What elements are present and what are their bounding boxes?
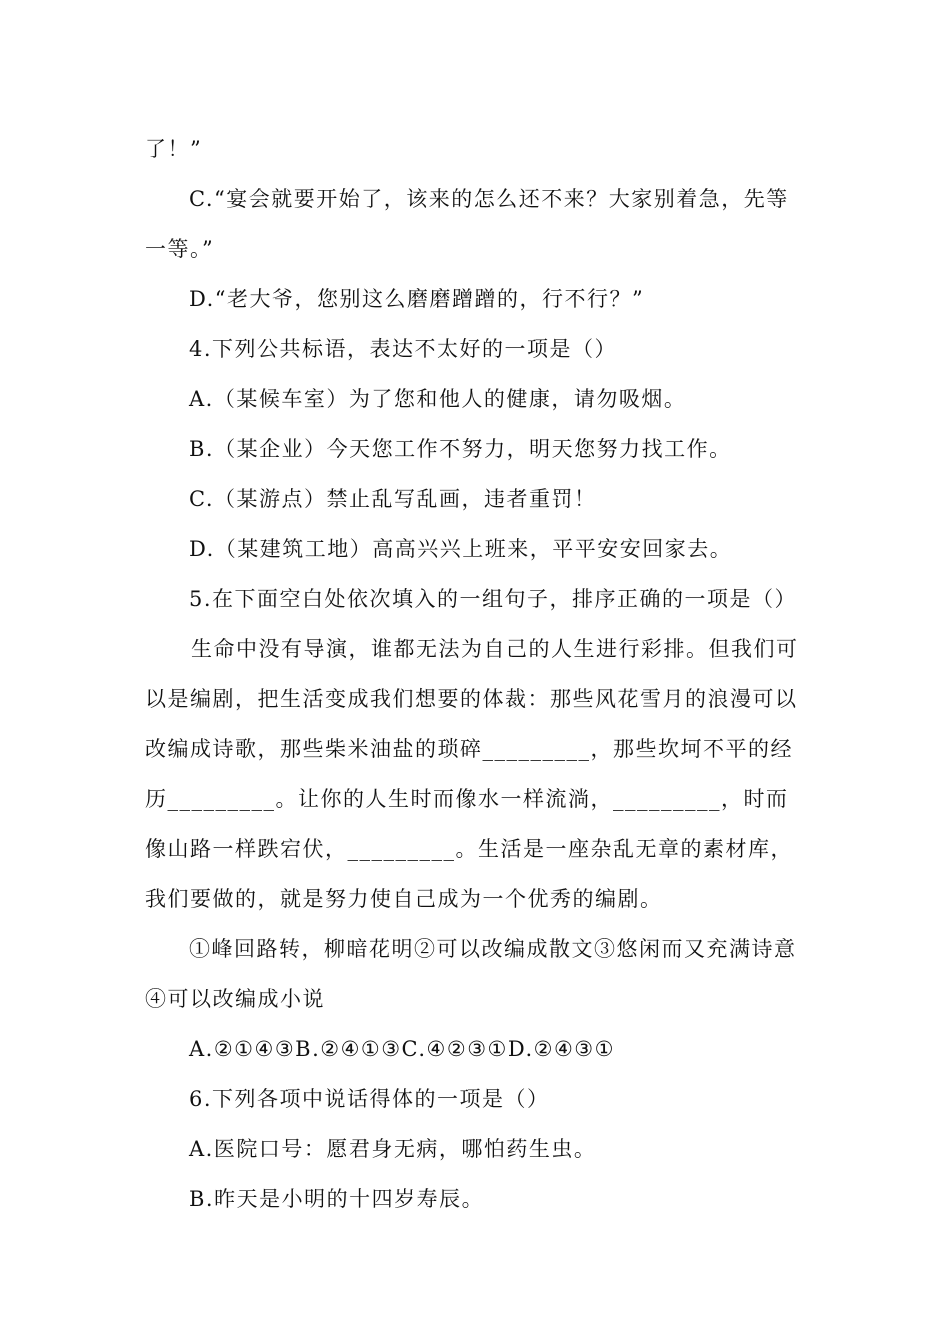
- question-6: 6.下列各项中说话得体的一项是（）: [189, 1087, 550, 1111]
- question-5-options: A.②①④③B.②④①③C.④②③①D.②④③①: [189, 1037, 615, 1061]
- option-c-q4: C.（某游点）禁止乱写乱画，违者重罚！: [189, 487, 597, 511]
- question-5-passage: 生命中没有导演，谁都无法为自己的人生进行彩排。但我们可以是编剧，把生活变成我们想要的体裁：那些风花雪月的浪漫可以改编成诗歌，那些柴米油盐的琐碎_________，那些坎坷不平的经历_________。让你的人生时而像水一样流淌，_________，时而像山路一样跌宕伏，_________。生活是一座杂乱无章的素材库，我们要做的，就是努力使自己成为一个优秀的编剧。: [145, 637, 799, 911]
- question-4: 4.下列公共标语，表达不太好的一项是（）: [189, 337, 618, 361]
- option-d-q3: D.“老大爷，您别这么磨磨蹭蹭的，行不行？”: [189, 287, 645, 311]
- question-5: 5.在下面空白处依次填入的一组句子，排序正确的一项是（）: [189, 587, 798, 611]
- option-a-q6: A.医院口号：愿君身无病，哪怕药生虫。: [189, 1137, 597, 1161]
- option-c-q3: C.“宴会就要开始了，该来的怎么还不来？大家别着急，先等一等。”: [145, 187, 789, 261]
- question-5-sentences: ①峰回路转，柳暗花明②可以改编成散文③悠闲而又充满诗意④可以改编成小说: [145, 937, 797, 1011]
- document-body: [145, 124, 810, 1224]
- paragraph-continuation: 了！”: [145, 137, 203, 161]
- option-a-q4: A.（某候车室）为了您和他人的健康，请勿吸烟。: [189, 387, 687, 411]
- option-d-q4: D.（某建筑工地）高高兴兴上班来，平平安安回家去。: [189, 537, 733, 561]
- option-b-q6: B.昨天是小明的十四岁寿辰。: [189, 1187, 485, 1211]
- option-b-q4: B.（某企业）今天您工作不努力，明天您努力找工作。: [189, 437, 732, 461]
